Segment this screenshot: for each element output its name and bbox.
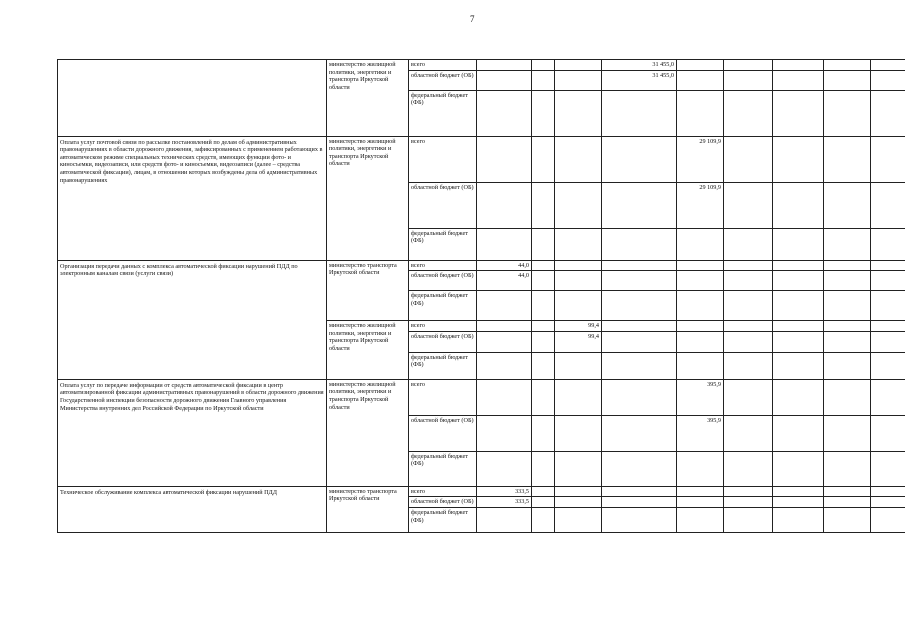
total-label: всего	[409, 260, 477, 271]
regional-value: 99,4	[555, 331, 602, 352]
executor-cell: министерство жилищной политики, энергетики и транспорта Иркутской области	[327, 379, 409, 486]
table-row	[58, 260, 905, 271]
regional-label: областной бюджет (ОБ)	[409, 497, 477, 508]
regional-label: областной бюджет (ОБ)	[409, 331, 477, 352]
table-row	[58, 136, 905, 182]
total-value: 333,5	[477, 486, 532, 497]
executor-cell: министерство жилищной политики, энергетики и транспорта Иркутской области	[327, 60, 409, 137]
executor-cell: министерство транспорта Иркутской области	[327, 260, 409, 321]
table-row	[58, 379, 905, 415]
total-value: 29 109,9	[677, 136, 724, 182]
federal-label: федеральный бюджет (ФБ)	[409, 451, 477, 486]
federal-label: федеральный бюджет (ФБ)	[409, 352, 477, 379]
description-cell: Оплата услуг почтовой связи по рассылке постановлений по делам об административных правонарушениях в области дорожного движения, зафиксированных с применением работающих в автоматическом режиме специальных технических средств, имеющих функции фото- и киносъемки, видеозаписи, или средств фото- и киносъемки, видеозаписи (далее – средства автоматической фиксации), лицам, в отношении которых возбуждены дела об административных правонарушениях	[58, 136, 327, 260]
total-value: 99,4	[555, 321, 602, 332]
total-label: всего	[409, 379, 477, 415]
regional-label: областной бюджет (ОБ)	[409, 182, 477, 228]
total-label: всего	[409, 486, 477, 497]
federal-label: федеральный бюджет (ФБ)	[409, 228, 477, 260]
regional-label: областной бюджет (ОБ)	[409, 415, 477, 451]
executor-cell: министерство жилищной политики, энергетики и транспорта Иркутской области	[327, 321, 409, 380]
table-row	[58, 486, 905, 497]
total-value: 395,9	[677, 379, 724, 415]
description-cell: Организация передачи данных с комплекса автоматической фиксации нарушений ПДД по электронным каналам связи (услуги связи)	[58, 260, 327, 379]
description-cell	[58, 60, 327, 137]
executor-cell: министерство жилищной политики, энергетики и транспорта Иркутской области	[327, 136, 409, 260]
total-label: всего	[409, 321, 477, 332]
total-label: всего	[409, 136, 477, 182]
total-value: 44,0	[477, 260, 532, 271]
regional-label: областной бюджет (ОБ)	[409, 70, 477, 90]
regional-value: 29 109,9	[677, 182, 724, 228]
description-cell: Оплата услуг по передаче информации от средств автоматической фиксации в центр автоматизированной фиксации административных правонарушений в области дорожного движения Государственной инспекции безопасности дорожного движения Главного управления Министерства внутренних дел Российской Федерации по Иркутской области	[58, 379, 327, 486]
executor-cell: министерство транспорта Иркутской области	[327, 486, 409, 532]
budget-table	[57, 59, 905, 533]
total-label: всего	[409, 60, 477, 71]
regional-value: 31 455,0	[602, 70, 677, 90]
regional-value: 333,5	[477, 497, 532, 508]
federal-label: федеральный бюджет (ФБ)	[409, 291, 477, 321]
total-value: 31 455,0	[602, 60, 677, 71]
federal-label: федеральный бюджет (ФБ)	[409, 90, 477, 136]
regional-value: 395,9	[677, 415, 724, 451]
regional-label: областной бюджет (ОБ)	[409, 271, 477, 291]
description-cell: Техническое обслуживание комплекса автоматической фиксации нарушений ПДД	[58, 486, 327, 532]
table-row	[58, 60, 905, 71]
regional-value: 44,0	[477, 271, 532, 291]
federal-label: федеральный бюджет (ФБ)	[409, 507, 477, 532]
page-number: 7	[470, 14, 475, 24]
